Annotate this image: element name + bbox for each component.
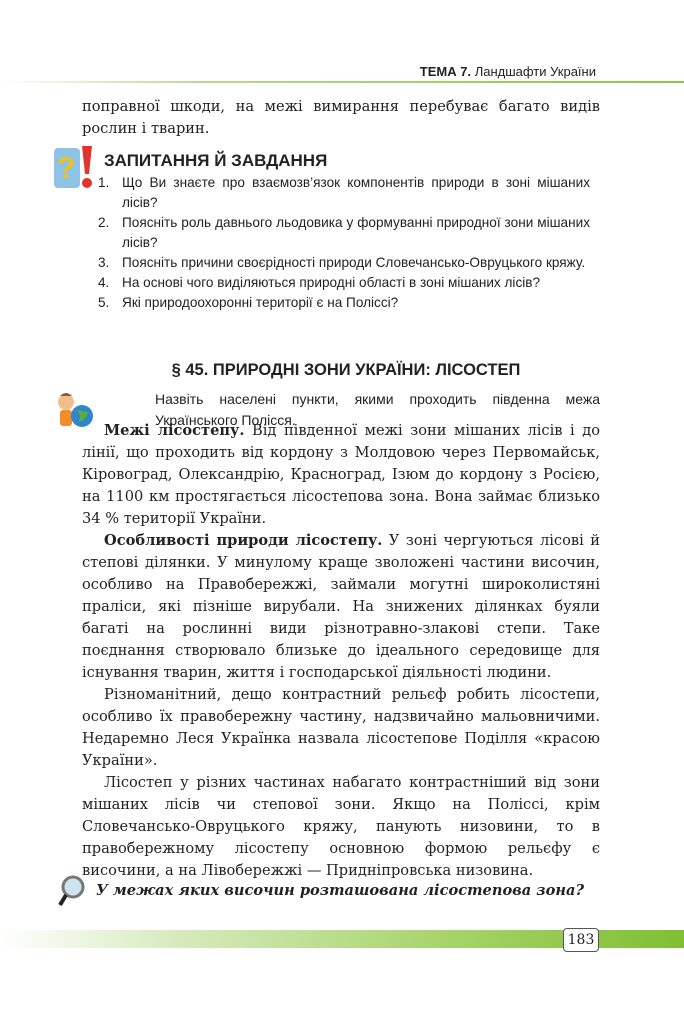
question-item: [98, 253, 590, 273]
paragraph: [82, 684, 600, 772]
section-title: § 45. ПРИРОДНІ ЗОНИ УКРАЇНИ: ЛІСОСТЕП: [171, 361, 521, 379]
final-question: У межах яких височин розташована лісостепова зона?: [96, 882, 584, 899]
paragraph-text: Від південної межі зони мішаних лісів і до лінії, що проходить від кордону з Молдовою через Первомайськ, Кіровоград, Олександрію, Красноград, Ізюм до кордону з Росією, на 1100 км простягається лісостепова зона. Вона займає близько 34 % території України.: [82, 422, 600, 527]
section-intro-question: Назвіть населені пункти, якими проходить південна межа Українського Полісся.: [155, 391, 600, 428]
question-number: 1.: [98, 175, 110, 190]
question-item: [98, 173, 590, 213]
continued-paragraph: поправної шкоди, на межі вимирання перебуває багато видів рослин і тварин.: [82, 98, 600, 137]
paragraph-lead: Особливості природи лісостепу.: [104, 532, 383, 549]
paragraph: [82, 530, 600, 684]
magnifier-icon: [58, 874, 92, 908]
section-body: [82, 420, 600, 882]
paragraph-text: Лісостеп у різних частинах набагато контрастніший від зони мішаних лісів чи степової зони. Якщо на Поліссі, крім Словечансько-Овруцького кряжу, панують низовини, то в правобережному лісостепу основною формою рельєфу є височини, а на Лівобережжі — Придніпровська низовина.: [82, 774, 600, 879]
topic-label: ТЕМА 7.: [419, 64, 472, 79]
svg-text:?: ?: [57, 152, 76, 185]
question-exclamation-icon: [52, 144, 96, 192]
question-item: [98, 213, 590, 253]
page-number: 183: [563, 928, 599, 952]
question-text: На основі чого виділяються природні області в зоні мішаних лісів?: [122, 275, 541, 290]
question-text: Поясніть причини своєрідності природи Словечансько-Овруцького кряжу.: [122, 255, 586, 270]
question-item: [98, 273, 590, 293]
question-text: Поясніть роль давнього льодовика у формуванні природної зони мішаних лісів?: [122, 215, 590, 250]
questions-list: [98, 173, 590, 313]
question-number: 3.: [98, 255, 110, 270]
paragraph: [82, 420, 600, 530]
header-rule: [0, 81, 684, 83]
question-number: 2.: [98, 215, 110, 230]
paragraph-lead: Межі лісостепу.: [104, 422, 245, 439]
paragraph-text: Різноманітний, дещо контрастний рельєф робить лісостепи, особливо їх правобережну частину, надзвичайно мальовничими. Недаремно Леся Українка назвала лісостепове Поділля «красою України».: [82, 686, 600, 769]
topic-title: Ландшафти України: [474, 64, 596, 79]
paragraph-text: У зоні чергуються лісові й степові ділянки. У минулому краще зволожені частини височин, особливо на Правобережжі, займали могутні широколистяні праліси, які пізніше вирубали. На знижених ділянках буяли багаті на рослинні види різнотравно-злакові степи. Таке поєднання створювало близьке до ідеального середовище для існування тварин, життя і господарської діяльності людини.: [82, 532, 600, 681]
running-header: [420, 64, 596, 79]
question-number: 5.: [98, 295, 110, 310]
question-number: 4.: [98, 275, 110, 290]
question-item: [98, 293, 590, 313]
question-text: Які природоохоронні території є на Поліссі?: [122, 295, 399, 310]
paragraph: [82, 772, 600, 882]
question-text: Що Ви знаєте про взаємозв’язок компонентів природи в зоні мішаних лісів?: [122, 175, 590, 210]
questions-heading: ЗАПИТАННЯ Й ЗАВДАННЯ: [104, 151, 328, 170]
